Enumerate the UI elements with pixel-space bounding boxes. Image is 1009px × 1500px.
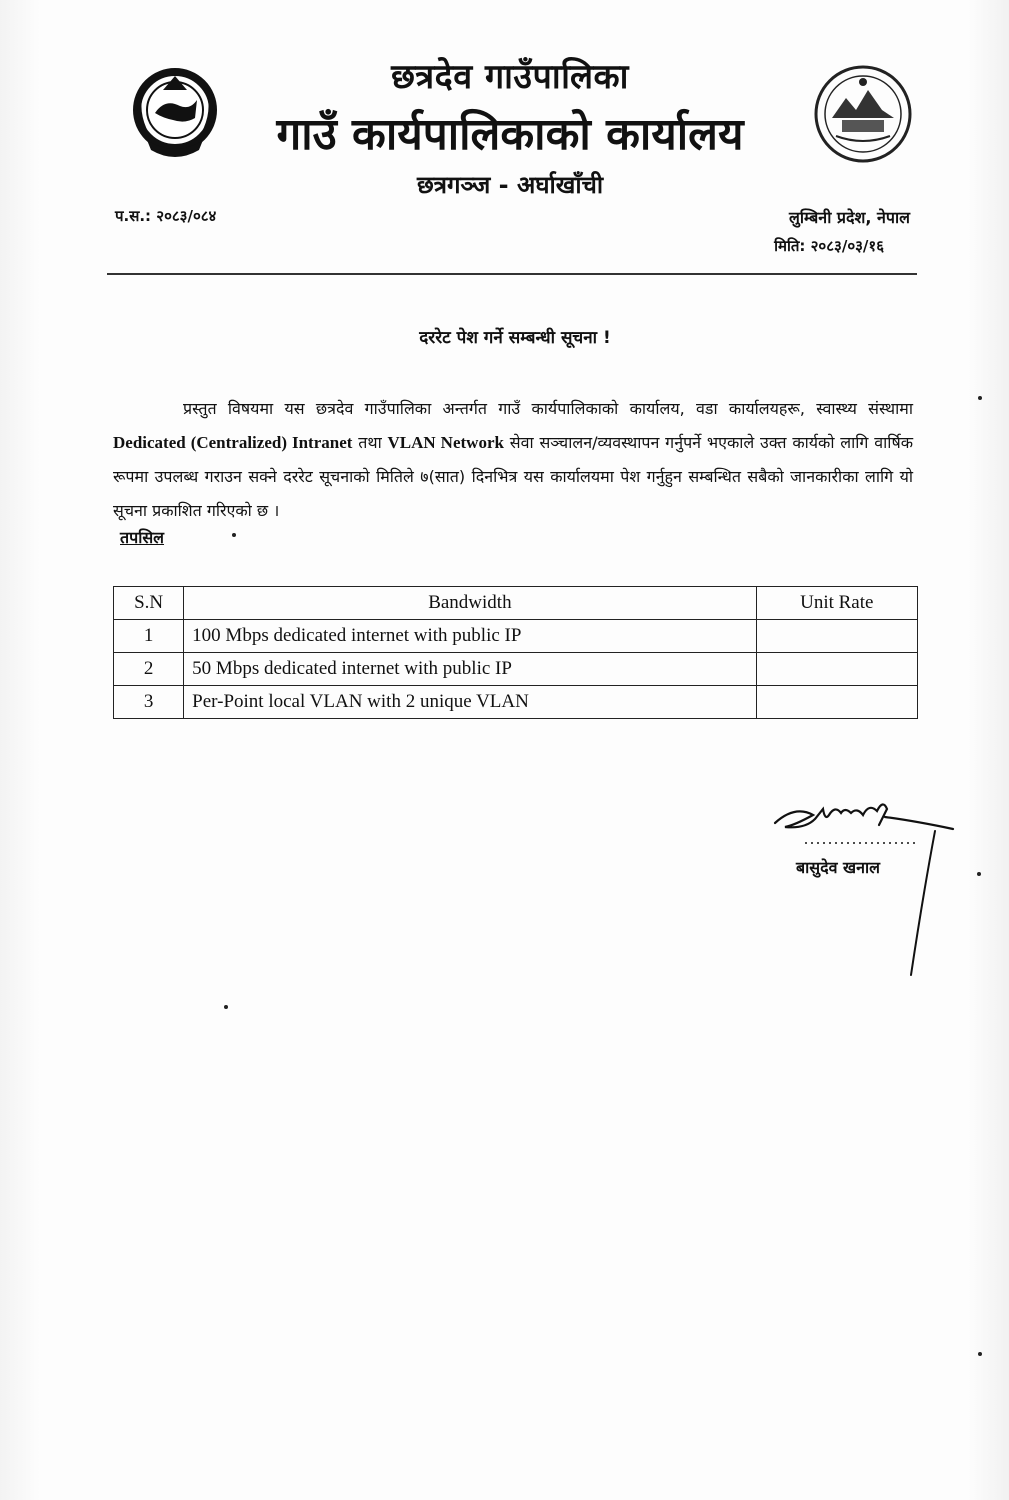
cell-unit-rate — [756, 620, 917, 653]
reference-number: प.स.: २०८३/०८४ — [115, 207, 217, 225]
table-row — [114, 686, 918, 719]
government-emblem-icon — [125, 58, 225, 168]
issue-date: मिति: २०८३/०३/१६ — [774, 237, 884, 255]
handwritten-signature — [765, 795, 965, 985]
province-label: लुम्बिनी प्रदेश, नेपाल — [788, 208, 910, 227]
signer-name: बासुदेव खनाल — [796, 858, 881, 877]
notice-title: दररेट पेश गर्ने सम्बन्धी सूचना ! — [419, 328, 611, 348]
cell-unit-rate — [756, 653, 917, 686]
cell-unit-rate — [756, 686, 917, 719]
header-sn: S.N — [114, 587, 184, 620]
cell-sn: 3 — [114, 686, 184, 719]
table-row — [114, 653, 918, 686]
cell-sn: 1 — [114, 620, 184, 653]
rate-table — [113, 586, 918, 719]
municipality-name: छत्रदेव गाउँपालिका — [391, 57, 629, 97]
cell-bandwidth: 50 Mbps dedicated internet with public IP — [184, 653, 756, 686]
municipality-seal-icon — [812, 60, 914, 168]
notice-body — [113, 392, 913, 528]
header-bandwidth: Bandwidth — [184, 587, 756, 620]
scan-speck — [978, 396, 982, 400]
office-address: छत्रगञ्ज - अर्घाखाँची — [416, 171, 604, 199]
scan-speck — [224, 1005, 228, 1009]
table-row — [114, 620, 918, 653]
notice-body-bold2: VLAN Network — [387, 433, 504, 452]
scan-speck — [977, 872, 981, 876]
cell-bandwidth: 100 Mbps dedicated internet with public IP — [184, 620, 756, 653]
scan-speck — [978, 1352, 982, 1356]
notice-body-part3: सेवा सञ्चालन/व्यवस्थापन गर्नुपर्ने भएकाले उक्त कार्यको लागि वार्षिक रूपमा उपलब्ध गराउन सक्ने दररेट सूचनाको मितिले ७(सात) दिनभित्र यस कार्यालयमा पेश गर्नुहुन सम्बन्धित सबैको जानकारीका लागि यो सूचना प्रकाशित गरिएको छ । — [113, 433, 913, 520]
notice-body-bold1: Dedicated (Centralized) Intranet — [113, 433, 353, 452]
notice-body-part2: तथा — [352, 433, 388, 452]
header-unit-rate: Unit Rate — [756, 587, 917, 620]
cell-sn: 2 — [114, 653, 184, 686]
table-header-row — [114, 587, 918, 620]
details-label: तपसिल — [120, 528, 165, 547]
office-name: गाउँ कार्यपालिकाको कार्यालय — [276, 109, 744, 160]
scan-speck — [232, 533, 236, 537]
cell-bandwidth: Per-Point local VLAN with 2 unique VLAN — [184, 686, 756, 719]
notice-body-part1: प्रस्तुत विषयमा यस छत्रदेव गाउँपालिका अन्तर्गत गाउँ कार्यपालिकाको कार्यालय, वडा कार्यालयहरू, स्वास्थ्य संस्थामा — [183, 399, 913, 418]
header-divider — [107, 273, 917, 275]
